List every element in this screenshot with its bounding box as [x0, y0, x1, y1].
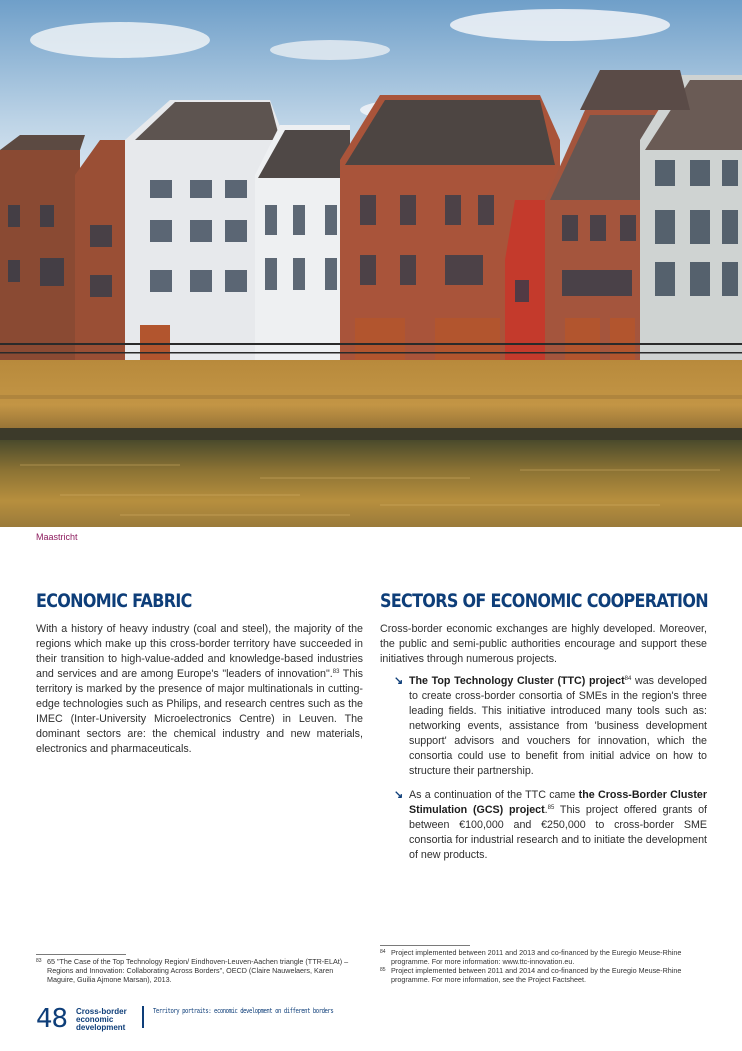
footnote-ref-85[interactable]: 85	[547, 805, 555, 811]
economic-fabric-paragraph	[36, 622, 363, 757]
footnote-text: Project implemented between 2011 and 2013 and co-financed by the Euregio Meuse-Rhine programme. For more information: www.ttc-innovation.eu.	[391, 948, 682, 966]
footnote-rule-right	[380, 945, 470, 946]
photo-caption: Maastricht	[36, 532, 78, 542]
footer-divider	[142, 1006, 144, 1028]
gcs-project-pre: As a continuation of the TTC came	[409, 789, 579, 801]
arrow-down-right-icon: ↘	[394, 789, 404, 801]
brand-line: development	[76, 1023, 126, 1032]
footnote-ref-83[interactable]: 83	[332, 669, 340, 675]
footnote-85	[380, 966, 707, 984]
footnote-number: 85	[380, 967, 386, 973]
sectors-heading: SECTORS OF ECONOMIC COOPERATION	[380, 590, 708, 612]
brand-line: Cross-border	[76, 1007, 127, 1016]
gcs-project-name: the Cross-Border Cluster Stimulation (GCS) project	[409, 789, 708, 816]
arrow-down-right-icon: ↘	[394, 675, 404, 687]
footnote-number: 83	[36, 958, 42, 964]
footnote-rule-left	[36, 954, 126, 955]
footnote-ref-84[interactable]: 84	[624, 676, 632, 682]
ttc-project-name: The Top Technology Cluster (TTC) project	[409, 675, 625, 687]
list-item	[380, 674, 707, 779]
running-section-title: Territory portraits: economic development on different borders	[153, 1006, 334, 1015]
gcs-project-text: This project offered grants of between €100,000 and €250,000 to cross-border SME consortia for industrial research and to initiate the development of new products.	[409, 804, 707, 861]
economic-fabric-text-a: With a history of heavy industry (coal and steel), the majority of the regions which make up this cross-border territory have succeeded in their transition to high-value-added and knowledge-based industries and services and are among Europe's "leaders of innovation".	[36, 623, 363, 680]
footnote-text: Project implemented between 2011 and 2014 and co-financed by the Euregio Meuse-Rhine programme. For more information, see the Project Factsheet.	[391, 966, 682, 984]
footnote-83	[36, 957, 362, 984]
sectors-bullet-list	[380, 674, 707, 872]
page-number: 48	[36, 1004, 68, 1034]
footnote-number: 84	[380, 949, 386, 955]
ttc-project-text: was developed to create cross-border consortia of SMEs in the region's three leading fields. This initiative introduced many tools such as: networking events, assistance from 'business development support' advisors and vouchers for innovation, which the consortia could use to benefit from initial advice on how to structure their partnership.	[409, 675, 707, 777]
economic-fabric-text-b: This territory is marked by the presence of major multinationals in cutting-edge technologies such as Philips, and research centres such as the IMEC (Inter-University Microelectronics Centre) in Leuven. The dominant sectors are: the chemical industry and new materials, electronics and pharmaceuticals.	[36, 668, 363, 755]
economic-fabric-heading: ECONOMIC FABRIC	[36, 590, 192, 612]
list-item	[380, 788, 707, 863]
brand-line: economic	[76, 1015, 114, 1024]
publication-brand	[76, 1008, 127, 1032]
footnote-text: 65 "The Case of the Top Technology Region/ Eindhoven-Leuven-Aachen triangle (TTR-ELAt) – Regions and Innovation: Collaborating Across Borders", OECD (Claire Nauwelaers, Karen Maguire, Guilia Ajmone Marsan), 2013.	[47, 957, 349, 984]
footnote-84	[380, 948, 707, 966]
sectors-intro: Cross-border economic exchanges are highly developed. Moreover, the public and semi-public authorities encourage and support these initiatives through numerous projects.	[380, 623, 707, 665]
gcs-project-post: .	[544, 804, 548, 816]
